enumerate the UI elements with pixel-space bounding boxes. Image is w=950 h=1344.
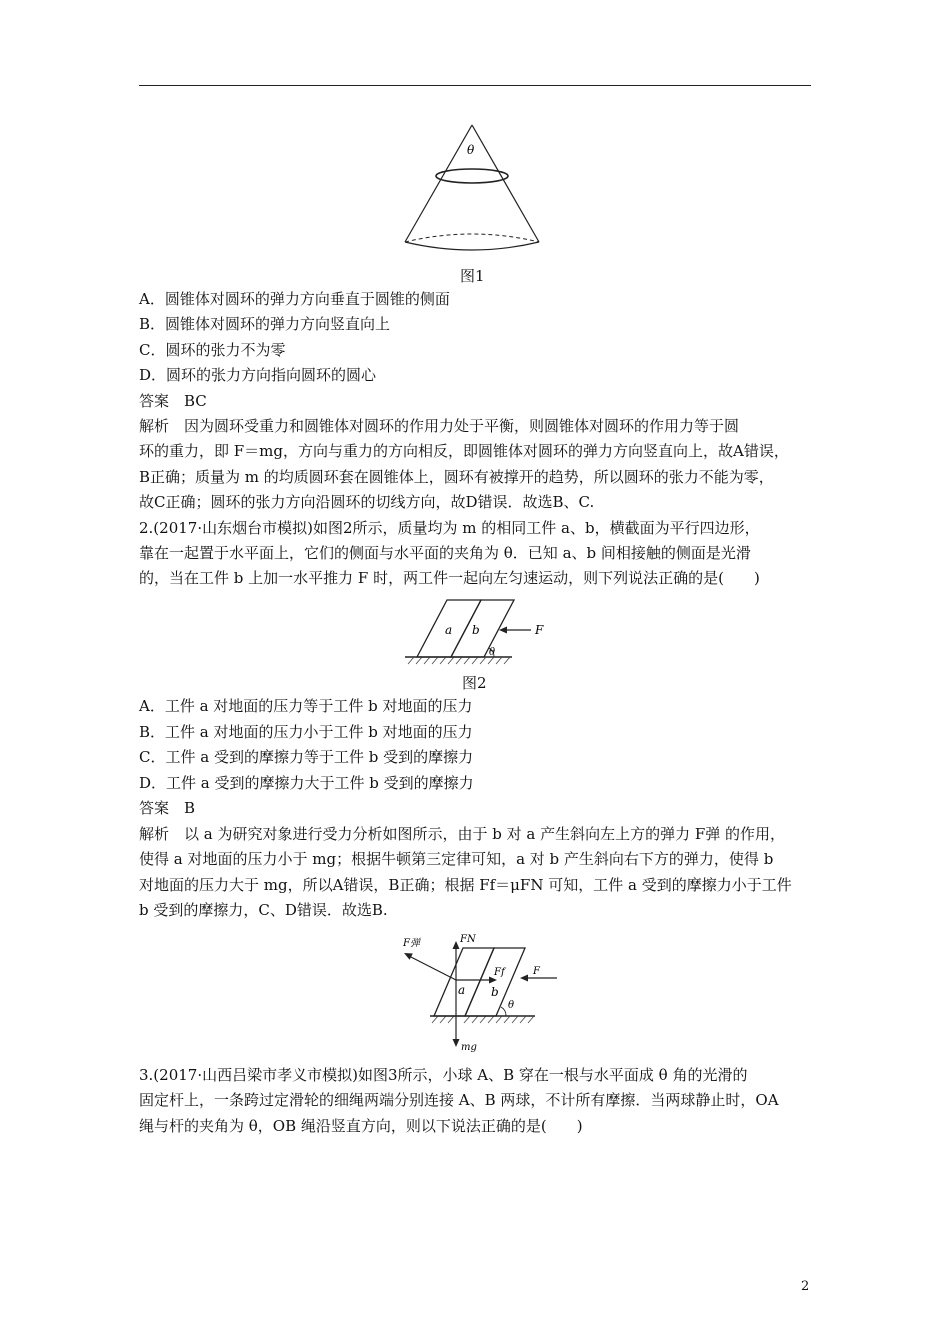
force-label-FN: FN	[460, 934, 476, 945]
q2-option-c: C．工件 a 受到的摩擦力等于工件 b 受到的摩擦力	[139, 748, 474, 766]
figure-1-cone	[395, 118, 555, 258]
figure-2-label-theta: θ	[489, 647, 496, 658]
figure-1-theta-label: θ	[467, 143, 475, 157]
q2-analysis-line-4: b 受到的摩擦力，C、D错误．故选B.	[139, 901, 388, 919]
q1-answer: 答案 BC	[139, 392, 207, 410]
figure-2-blocks	[400, 594, 560, 666]
q3-stem-line-1: 3.(2017·山西吕梁市孝义市模拟)如图3所示，小球 A、B 穿在一根与水平面成 θ 角的光滑的	[139, 1066, 748, 1084]
q1-option-c: C．圆环的张力不为零	[139, 341, 286, 359]
q2-stem-line-3: 的，当在工件 b 上加一水平推力 F 时，两工件一起向左匀速运动，则下列说法正确的是( )	[139, 569, 760, 587]
q2-analysis-line-3: 对地面的压力大于 mg，所以A错误，B正确；根据 Ff＝μFN 可知，工件 a 受到的摩擦力小于工件	[139, 876, 792, 894]
q2-answer: 答案 B	[139, 799, 196, 817]
q2-option-b: B．工件 a 对地面的压力小于工件 b 对地面的压力	[139, 723, 473, 741]
q1-option-a: A．圆锥体对圆环的弹力方向垂直于圆锥的侧面	[139, 290, 450, 308]
figure-2-label-a: a	[445, 623, 453, 637]
force-label-F: F	[533, 966, 540, 977]
figure-2-caption: 图2	[462, 674, 487, 692]
q2-analysis-line-1: 解析 以 a 为研究对象进行受力分析如图所示，由于 b 对 a 产生斜向左上方的弹力 F弹 的作用，	[139, 825, 786, 843]
q1-option-b: B．圆锥体对圆环的弹力方向竖直向上	[139, 315, 391, 333]
force-label-a: a	[458, 983, 466, 997]
force-label-theta: θ	[508, 1000, 515, 1011]
figure-2-label-b: b	[472, 623, 480, 637]
q2-analysis-line-2: 使得 a 对地面的压力小于 mg；根据牛顿第三定律可知，a 对 b 产生斜向右下方的弹力，使得 b	[139, 850, 774, 868]
q2-option-d: D．工件 a 受到的摩擦力大于工件 b 受到的摩擦力	[139, 774, 474, 792]
q1-option-d: D．圆环的张力方向指向圆环的圆心	[139, 366, 377, 384]
page-number: 2	[801, 1279, 810, 1294]
force-label-mg: mg	[461, 1042, 477, 1053]
q2-stem-line-2: 靠在一起置于水平面上，它们的侧面与水平面的夹角为 θ．已知 a、b 间相接触的侧面是光滑	[139, 544, 751, 562]
figure-force-analysis	[400, 928, 570, 1056]
figure-1-caption: 图1	[460, 267, 485, 285]
force-label-Fspring: F弹	[403, 938, 420, 949]
header-rule	[139, 85, 811, 86]
q3-stem-line-3: 绳与杆的夹角为 θ，OB 绳沿竖直方向，则以下说法正确的是( )	[139, 1117, 583, 1135]
q1-analysis-line-2: 环的重力，即 F＝mg，方向与重力的方向相反，即圆锥体对圆环的弹力方向竖直向上，故A错误，	[139, 442, 789, 460]
q2-stem-line-1: 2.(2017·山东烟台市模拟)如图2所示，质量均为 m 的相同工件 a、b，横截面为平行四边形，	[139, 519, 760, 537]
force-label-Ff: Ff	[494, 967, 505, 978]
q1-analysis-line-4: 故C正确；圆环的张力方向沿圆环的切线方向，故D错误．故选B、C.	[139, 493, 595, 511]
q1-analysis-line-3: B正确；质量为 m 的均质圆环套在圆锥体上，圆环有被撑开的趋势，所以圆环的张力不能为零，	[139, 468, 774, 486]
q3-stem-line-2: 固定杆上，一条跨过定滑轮的细绳两端分别连接 A、B 两球，不计所有摩擦．当两球静止时，OA	[139, 1091, 779, 1109]
q2-option-a: A．工件 a 对地面的压力等于工件 b 对地面的压力	[139, 697, 473, 715]
figure-2-label-F: F	[535, 623, 544, 637]
q1-analysis-line-1: 解析 因为圆环受重力和圆锥体对圆环的作用力处于平衡，则圆锥体对圆环的作用力等于圆	[139, 417, 740, 435]
force-label-b: b	[491, 985, 499, 999]
